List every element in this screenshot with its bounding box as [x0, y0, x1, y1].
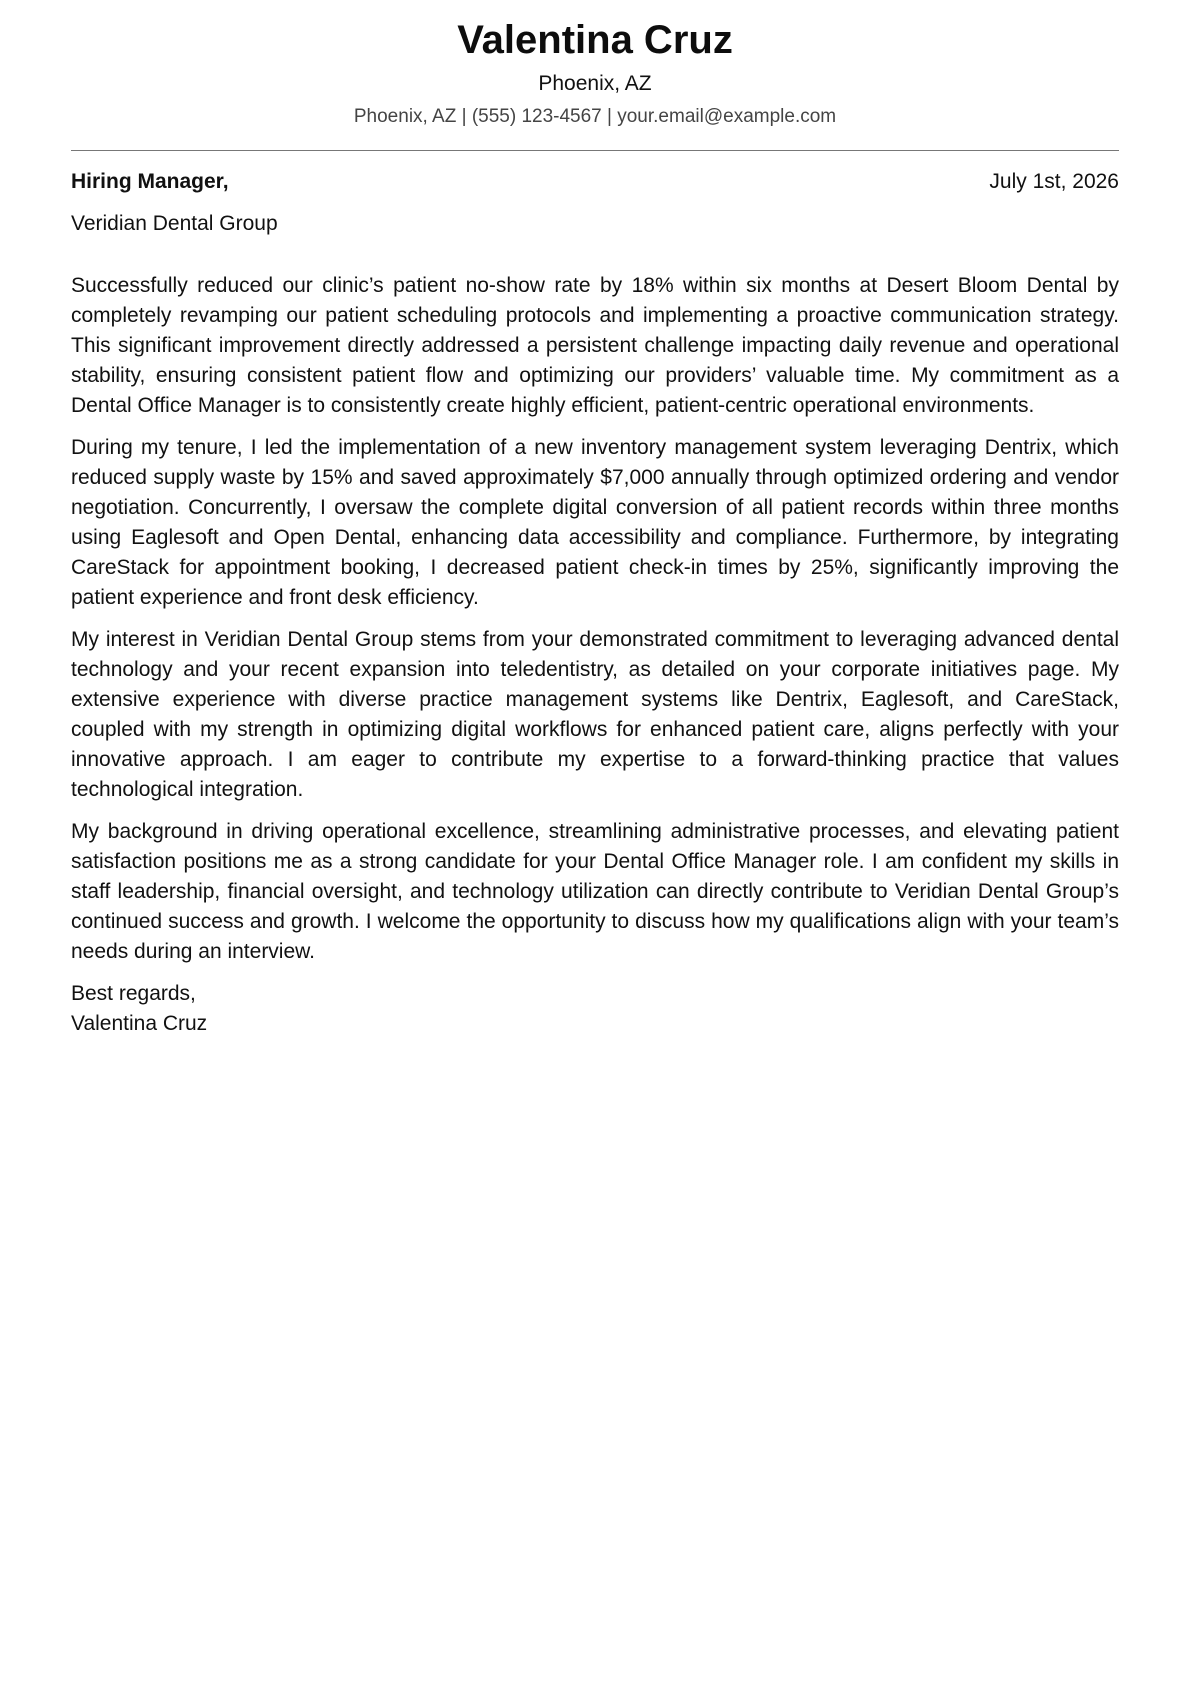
sender-location: Phoenix, AZ: [538, 72, 652, 95]
letter-body: [71, 271, 1119, 967]
signature-name: Valentina Cruz: [71, 1012, 208, 1035]
letter-date: July 1st, 2026: [989, 170, 1119, 193]
header-divider: [71, 150, 1119, 151]
sender-name: Valentina Cruz: [457, 18, 733, 62]
body-paragraph: Successfully reduced our clinic’s patient no-show rate by 18% within six months at Desert Bloom Dental by completely revamping our patient scheduling protocols and implementing a proactive communication strategy. This significant improvement directly addressed a persistent challenge impacting daily revenue and operational stability, ensuring consistent patient flow and optimizing our providers’ valuable time. My commitment as a Dental Office Manager is to consistently create highly efficient, patient-centric operational environments.: [71, 274, 1119, 417]
body-paragraph: My interest in Veridian Dental Group stems from your demonstrated commitment to leveraging advanced dental technology and your recent expansion into teledentistry, as detailed on your corporate initiatives page. My extensive experience with diverse practice management systems like Dentrix, Eaglesoft, and CareStack, coupled with my strength in optimizing digital workflows for enhanced patient care, aligns perfectly with your innovative approach. I am eager to contribute my expertise to a forward-thinking practice that values technological integration.: [71, 628, 1119, 801]
recipient-salutation: Hiring Manager,: [71, 170, 229, 193]
recipient-date-row: [71, 167, 1119, 197]
sender-contact-line: Phoenix, AZ | (555) 123-4567 | your.email@example.com: [353, 106, 837, 127]
body-paragraph: During my tenure, I led the implementation of a new inventory management system leveraging Dentrix, which reduced supply waste by 15% and saved approximately $7,000 annually through optimized ordering and vendor negotiation. Concurrently, I oversaw the complete digital conversion of all patient records within three months using Eaglesoft and Open Dental, enhancing data accessibility and compliance. Furthermore, by integrating CareStack for appointment booking, I decreased patient check-in times by 25%, significantly improving the patient experience and front desk efficiency.: [71, 436, 1119, 609]
letter-closing: [71, 979, 1119, 1039]
closing-phrase: Best regards,: [71, 982, 196, 1005]
letter-header: [71, 0, 1119, 130]
recipient-company: Veridian Dental Group: [71, 212, 278, 235]
body-paragraph: My background in driving operational excellence, streamlining administrative processes, and elevating patient satisfaction positions me as a strong candidate for your Dental Office Manager role. I am confident my skills in staff leadership, financial oversight, and technology utilization can directly contribute to Veridian Dental Group’s continued success and growth. I welcome the opportunity to discuss how my qualifications align with your team’s needs during an interview.: [71, 820, 1119, 963]
